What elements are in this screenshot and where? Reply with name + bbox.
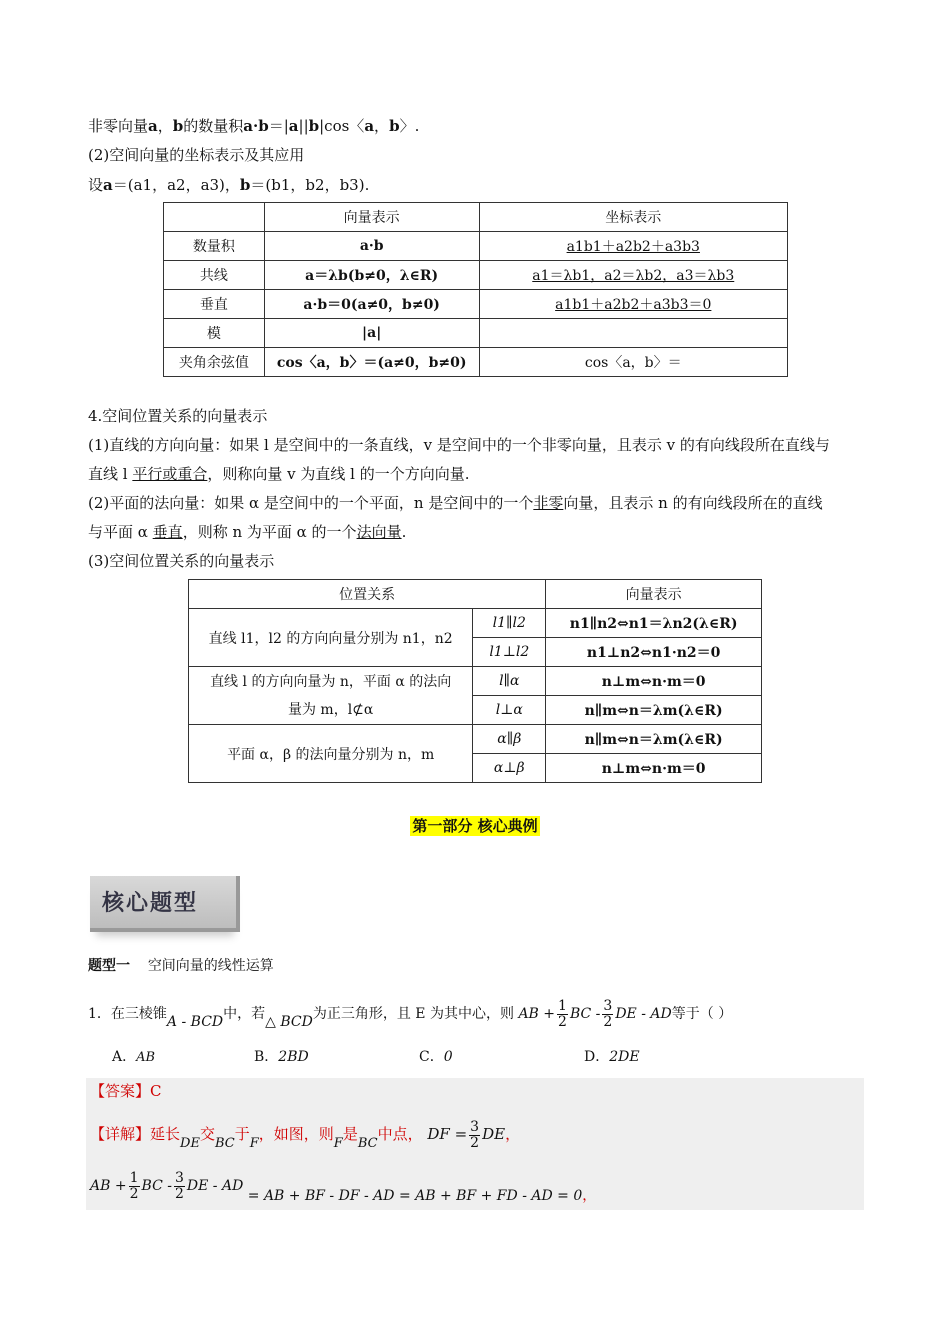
math: BC bbox=[214, 1136, 235, 1151]
vec-b: b bbox=[308, 117, 320, 135]
denominator: 2 bbox=[470, 1134, 480, 1151]
option-key: B． bbox=[254, 1049, 279, 1065]
vec-b: b bbox=[389, 117, 400, 135]
text: |cos〈 bbox=[319, 117, 365, 135]
text: 为正三角形，且 E 为其中心，则 bbox=[312, 1006, 514, 1022]
para-1-line-2 bbox=[88, 464, 469, 484]
option-key: C． bbox=[419, 1049, 444, 1065]
math: BC - bbox=[141, 1178, 172, 1194]
text: ＝(b1，b2，b3). bbox=[250, 176, 370, 194]
underlined-term: 法向量 bbox=[356, 523, 402, 541]
text: 设 bbox=[88, 176, 104, 194]
vector-cell: n∥m⇔n＝λm(λ∈R) bbox=[546, 725, 762, 754]
table-header: 向量表示 bbox=[546, 580, 762, 609]
coord-cell: a1b1＋a2b2＋a3b3 bbox=[479, 232, 787, 261]
vec-b: b bbox=[239, 176, 251, 194]
vector-cell: n⊥m⇔n·m＝0 bbox=[546, 754, 762, 783]
text: 向量，且表示 n 的有向线段所在的直线 bbox=[563, 494, 823, 512]
text: 〉. bbox=[399, 117, 420, 135]
relation-cell: l1⊥l2 bbox=[473, 638, 546, 667]
vector-cell: n∥m⇔n＝λm(λ∈R) bbox=[546, 696, 762, 725]
part-title: 第一部分 核心典例 bbox=[412, 817, 538, 835]
table-row bbox=[164, 261, 788, 290]
numerator: 3 bbox=[470, 1118, 480, 1135]
table-row bbox=[164, 319, 788, 348]
option-value: 0 bbox=[443, 1049, 453, 1065]
text: 的数量积 bbox=[183, 117, 244, 135]
table-row bbox=[189, 667, 762, 696]
text: 直线 l bbox=[88, 465, 133, 483]
vector-cell: n1∥n2⇔n1＝λn2(λ∈R) bbox=[546, 609, 762, 638]
vector-cell: n1⊥n2⇔n1·n2＝0 bbox=[546, 638, 762, 667]
answer-label: 【答案】C bbox=[90, 1082, 162, 1100]
math: △ BCD bbox=[265, 1014, 313, 1030]
row-label: 垂直 bbox=[164, 290, 265, 319]
relation-table bbox=[188, 579, 762, 783]
row-label: 数量积 bbox=[164, 232, 265, 261]
answer-block bbox=[86, 1078, 864, 1210]
vec-a: a bbox=[148, 117, 158, 135]
coord-cell: a1＝λb1，a2＝λb2，a3＝λb3 bbox=[479, 261, 787, 290]
relation-cell: l⊥α bbox=[473, 696, 546, 725]
text: ，如图，则 bbox=[258, 1125, 334, 1143]
text: ， bbox=[157, 117, 173, 135]
desc-line: 量为 m，l⊄α bbox=[287, 701, 374, 718]
text: 交 bbox=[199, 1125, 215, 1143]
relation-cell: α∥β bbox=[473, 725, 546, 754]
text: ＝| bbox=[268, 117, 289, 135]
type-title: 空间向量的线性运算 bbox=[147, 958, 274, 974]
text: 等于（ ） bbox=[671, 1006, 733, 1022]
math: = AB + BF - DF - AD = AB + BF + FD - AD = 0 bbox=[247, 1188, 583, 1204]
vector-cell: |a| bbox=[264, 319, 479, 348]
math: F bbox=[249, 1136, 259, 1151]
math: DE - AD bbox=[615, 1006, 672, 1022]
underlined-term: 垂直 bbox=[152, 523, 183, 541]
relation-desc bbox=[189, 667, 473, 725]
table-row bbox=[189, 725, 762, 754]
vector-cell: a＝λb(b≠0，λ∈R) bbox=[264, 261, 479, 290]
desc-line: 直线 l 的方向向量为 n，平面 α 的法向 bbox=[210, 673, 452, 690]
section-4-title: 4.空间位置关系的向量表示 bbox=[88, 407, 268, 425]
text: 非零向量 bbox=[88, 117, 149, 135]
table-header-row bbox=[164, 203, 788, 232]
vec-b: b bbox=[172, 117, 184, 135]
underlined-term: 平行或重合 bbox=[132, 465, 208, 483]
math: DE bbox=[180, 1136, 200, 1151]
table-header bbox=[164, 203, 265, 232]
underlined-term: 非零 bbox=[533, 494, 564, 512]
row-label: 共线 bbox=[164, 261, 265, 290]
table-row bbox=[164, 232, 788, 261]
table-header: 坐标表示 bbox=[479, 203, 787, 232]
math: DF = bbox=[427, 1125, 468, 1143]
text: 是 bbox=[342, 1125, 358, 1143]
text: 1．在三棱锥 bbox=[88, 1006, 167, 1022]
text: 与平面 α bbox=[88, 523, 153, 541]
text: 于 bbox=[234, 1125, 250, 1143]
table-row bbox=[189, 609, 762, 638]
text: ， bbox=[505, 1125, 521, 1143]
text: (2)平面的法向量：如果 α 是空间中的一个平面，n 是空间中的一个 bbox=[88, 494, 534, 512]
table-header: 向量表示 bbox=[264, 203, 479, 232]
fraction bbox=[129, 1171, 140, 1202]
vector-cell: cos〈a，b〉＝(a≠0，b≠0) bbox=[264, 348, 479, 377]
coordinate-table bbox=[163, 202, 788, 377]
type-label: 题型一 bbox=[88, 958, 130, 974]
banner-text: 核心题型 bbox=[102, 890, 199, 916]
text: . bbox=[401, 523, 407, 541]
relation-desc: 平面 α，β 的法向量分别为 n，m bbox=[189, 725, 473, 783]
answer-derivation-line bbox=[90, 1164, 596, 1208]
math: DE bbox=[482, 1125, 506, 1143]
core-topic-banner bbox=[90, 876, 240, 932]
option-a[interactable] bbox=[112, 1046, 155, 1066]
row-label: 夹角余弦值 bbox=[164, 348, 265, 377]
option-d[interactable] bbox=[584, 1046, 640, 1066]
option-c[interactable] bbox=[419, 1046, 453, 1066]
text: ＝(a1，a2，a3)， bbox=[112, 176, 240, 194]
fraction bbox=[174, 1171, 185, 1202]
text: ， bbox=[582, 1188, 597, 1204]
numerator: 1 bbox=[129, 1169, 139, 1186]
question-1 bbox=[88, 992, 732, 1036]
fraction bbox=[557, 999, 568, 1030]
para-3: (3)空间位置关系的向量表示 bbox=[88, 552, 275, 570]
answer-detail-line bbox=[90, 1112, 520, 1156]
text: ，则称向量 v 为直线 l 的一个方向向量. bbox=[207, 465, 470, 483]
type-heading bbox=[88, 956, 274, 976]
math: BC bbox=[357, 1136, 378, 1151]
text: 中，若 bbox=[223, 1006, 266, 1022]
option-value: 2DE bbox=[609, 1049, 640, 1065]
text: 延长 bbox=[150, 1125, 181, 1143]
row-label: 模 bbox=[164, 319, 265, 348]
math: F bbox=[333, 1136, 343, 1151]
relation-cell: l1∥l2 bbox=[473, 609, 546, 638]
numerator: 3 bbox=[174, 1169, 184, 1186]
math: DE - AD bbox=[186, 1178, 244, 1194]
para-2-line-2 bbox=[88, 522, 406, 542]
option-value: AB bbox=[136, 1050, 156, 1065]
vector-cell: a·b＝0(a≠0，b≠0) bbox=[264, 290, 479, 319]
intro-line-1 bbox=[88, 116, 419, 136]
option-value: 2BD bbox=[278, 1049, 309, 1065]
vector-cell: a·b bbox=[264, 232, 479, 261]
table-header: 位置关系 bbox=[189, 580, 546, 609]
numerator: 1 bbox=[558, 997, 567, 1014]
option-b[interactable] bbox=[254, 1046, 309, 1066]
table-header-row bbox=[189, 580, 762, 609]
vec-a: a bbox=[364, 117, 375, 135]
vec-a: a bbox=[103, 176, 113, 194]
numerator: 3 bbox=[603, 997, 613, 1014]
table-row bbox=[164, 348, 788, 377]
text: 中点， bbox=[377, 1125, 423, 1143]
denominator: 2 bbox=[603, 1013, 613, 1030]
option-key: D． bbox=[584, 1049, 610, 1065]
text: || bbox=[298, 117, 309, 135]
text: ， bbox=[374, 117, 390, 135]
part-title-wrap bbox=[0, 815, 950, 836]
text: ，则称 n 为平面 α 的一个 bbox=[182, 523, 357, 541]
relation-cell: l∥α bbox=[473, 667, 546, 696]
coord-cell: a1b1＋a2b2＋a3b3＝0 bbox=[479, 290, 787, 319]
denominator: 2 bbox=[129, 1185, 139, 1202]
fraction bbox=[602, 999, 613, 1030]
math: AB + bbox=[90, 1178, 127, 1194]
equation-df bbox=[427, 1118, 506, 1151]
math: AB + bbox=[518, 1006, 556, 1022]
detail-label: 【详解】 bbox=[90, 1125, 151, 1143]
vec-a: a bbox=[288, 117, 299, 135]
coord-cell: cos〈a，b〉＝ bbox=[479, 348, 787, 377]
vector-cell: n⊥m⇔n·m＝0 bbox=[546, 667, 762, 696]
relation-cell: α⊥β bbox=[473, 754, 546, 783]
coord-cell bbox=[479, 319, 787, 348]
math: A - BCD bbox=[166, 1014, 224, 1030]
para-1-line-1: (1)直线的方向向量：如果 l 是空间中的一条直线，v 是空间中的一个非零向量，且表示 v 的有向线段所在直线与 bbox=[88, 436, 830, 454]
para-2-line-1 bbox=[88, 493, 823, 513]
denominator: 2 bbox=[174, 1185, 184, 1202]
intro-line-3 bbox=[88, 175, 369, 195]
table-row bbox=[164, 290, 788, 319]
math: BC - bbox=[569, 1006, 601, 1022]
denominator: 2 bbox=[558, 1013, 567, 1030]
fraction bbox=[469, 1120, 480, 1151]
option-key: A． bbox=[112, 1049, 137, 1065]
relation-desc: 直线 l1，l2 的方向向量分别为 n1，n2 bbox=[189, 609, 473, 667]
dot-product: a·b bbox=[243, 117, 269, 135]
heading-coordinates: (2)空间向量的坐标表示及其应用 bbox=[88, 146, 305, 164]
